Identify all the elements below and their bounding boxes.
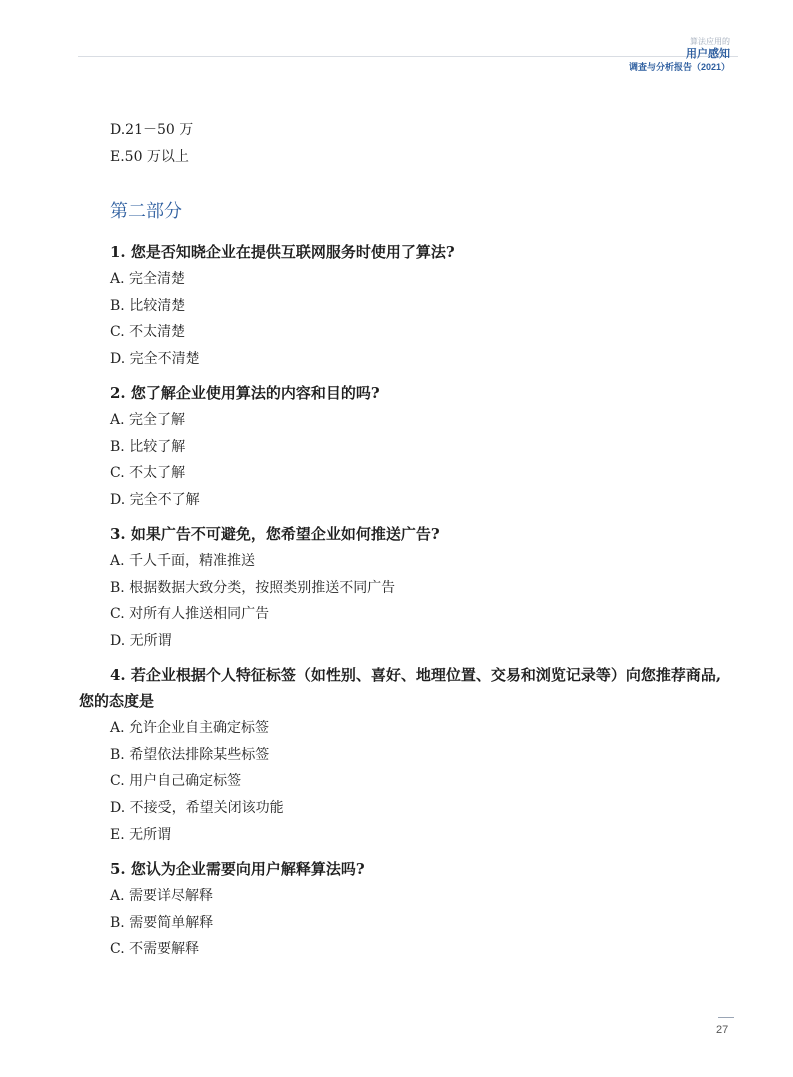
- page-number: 27: [716, 1024, 729, 1036]
- option-text: B. 需要简单解释: [110, 915, 214, 931]
- question-4-line-1: 4. 若企业根据个人特征标签（如性别、喜好、地理位置、交易和浏览记录等）向您推荐商品,: [110, 666, 722, 684]
- question-5: 5. 您认为企业需要向用户解释算法吗?: [110, 860, 365, 878]
- option-text: E. 无所谓: [110, 827, 172, 843]
- option-text: C. 不需要解释: [110, 941, 200, 957]
- option-text: D. 不接受，希望关闭该功能: [110, 800, 284, 816]
- option-text: C. 不太清楚: [110, 324, 186, 340]
- option-text: B. 比较清楚: [110, 298, 186, 314]
- option-text: D. 无所谓: [110, 633, 172, 649]
- option-text: D. 完全不了解: [110, 492, 200, 508]
- question-3: 3. 如果广告不可避免，您希望企业如何推送广告?: [110, 525, 440, 543]
- option-text: C. 用户自己确定标签: [110, 773, 242, 789]
- option-text: E.50 万以上: [110, 149, 189, 165]
- option-text: D.21－50 万: [110, 122, 194, 138]
- option-text: A. 千人千面，精准推送: [110, 553, 256, 569]
- header-small: 算法应用的: [690, 37, 730, 46]
- option-text: A. 允许企业自主确定标签: [110, 720, 270, 736]
- question-4-line-2: 您的态度是: [79, 692, 155, 710]
- option-text: C. 不太了解: [110, 465, 186, 481]
- question-2: 2. 您了解企业使用算法的内容和目的吗?: [110, 384, 380, 402]
- header-title: 用户感知: [686, 48, 730, 60]
- running-header: [629, 37, 730, 73]
- option-text: A. 完全了解: [110, 412, 186, 428]
- option-text: D. 完全不清楚: [110, 351, 200, 367]
- option-text: B. 比较了解: [110, 439, 186, 455]
- option-text: A. 完全清楚: [110, 271, 186, 287]
- section-title: 第二部分: [110, 201, 182, 222]
- option-text: C. 对所有人推送相同广告: [110, 606, 270, 622]
- footer-rule: [718, 1017, 734, 1018]
- option-text: A. 需要详尽解释: [110, 888, 214, 904]
- option-text: B. 希望依法排除某些标签: [110, 747, 270, 763]
- header-subtitle: 调查与分析报告（2021）: [628, 62, 730, 72]
- question-1: 1. 您是否知晓企业在提供互联网服务时使用了算法?: [110, 243, 455, 261]
- option-text: B. 根据数据大致分类，按照类别推送不同广告: [110, 580, 396, 596]
